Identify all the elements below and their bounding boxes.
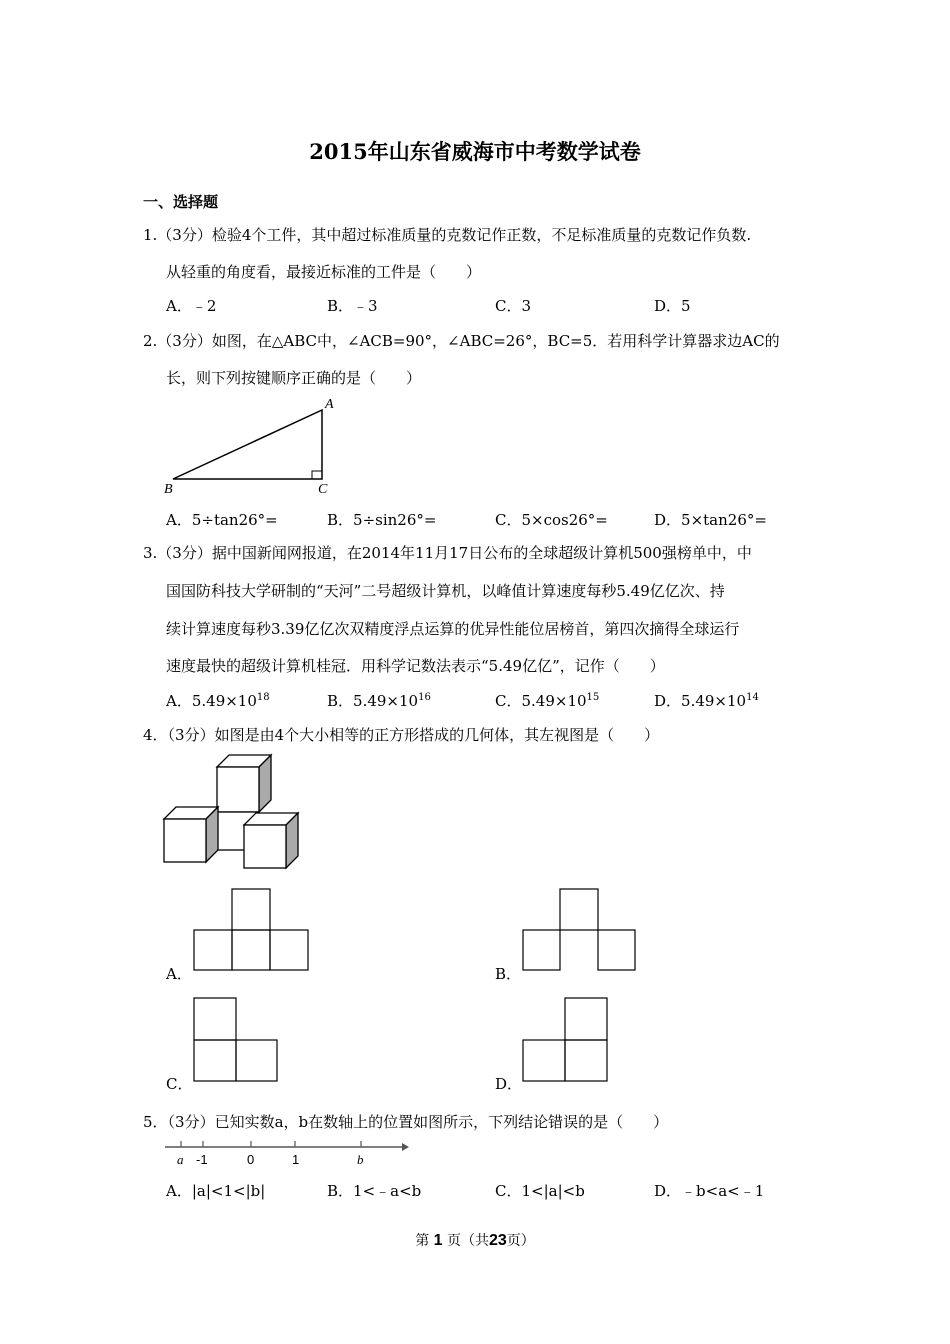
cube-solid-figure <box>160 752 310 872</box>
q4-option-a-figure <box>192 888 310 972</box>
q2-line2: 长，则下列按键顺序正确的是（ ） <box>166 369 422 387</box>
q3-option-d: D．$5.49\times 10^{14}$ <box>654 692 759 710</box>
q2-option-d: D．5×tan26°= <box>654 511 767 529</box>
q4-line1: 4．（3分）如图是由4个大小相等的正方形搭成的几何体，其左视图是（ ） <box>143 726 660 744</box>
q3-line3: 续计算速度每秒3.39亿亿次双精度浮点运算的优异性能位居榜首，第四次摘得全球运行 <box>166 620 740 638</box>
page-title: 2015年山东省威海市中考数学试卷 <box>309 139 641 164</box>
triangle-figure <box>160 392 340 502</box>
vertex-a-label: A <box>325 397 334 412</box>
footer-prefix: 第 <box>415 1233 430 1249</box>
q4-option-d-figure <box>521 997 611 1083</box>
q4-option-a: A． <box>166 965 192 983</box>
q4-option-c-figure <box>192 997 282 1083</box>
q1-line1: 1.（3分）检验4个工件，其中超过标准质量的克数记作正数，不足标准质量的克数记作负数. <box>143 226 752 244</box>
footer-total-pages: 23 <box>489 1232 507 1249</box>
vertex-b-label: B <box>164 482 173 497</box>
q5-option-a: A．|a|<1<|b| <box>166 1182 266 1200</box>
axis-label-a: a <box>177 1152 184 1167</box>
q1-option-d: D．5 <box>654 297 691 315</box>
footer-suffix: 页） <box>506 1233 535 1249</box>
q2-option-c: C．5×cos26°= <box>495 511 608 529</box>
axis-label-neg1: -1 <box>196 1152 208 1167</box>
q1-option-b: B．﹣3 <box>327 297 378 315</box>
q2-line1: 2.（3分）如图，在△ABC中，∠ACB=90°，∠ABC=26°，BC=5．若用科学计算器求边AC的 <box>143 332 780 350</box>
q3-line2: 国国防科技大学研制的“天河”二号超级计算机，以峰值计算速度每秒5.49亿亿次、持 <box>166 582 725 600</box>
q5-option-d: D．﹣b<a<﹣1 <box>654 1182 765 1200</box>
footer-page-number: 1 <box>433 1232 443 1249</box>
axis-label-1: 1 <box>292 1152 300 1167</box>
axis-label-0: 0 <box>247 1152 255 1167</box>
q5-option-b: B．1<﹣a<b <box>327 1182 422 1200</box>
q1-option-c: C．3 <box>495 297 532 315</box>
q3-option-c: C．$5.49\times 10^{15}$ <box>495 692 600 710</box>
number-line-figure <box>162 1138 412 1170</box>
axis-label-b: b <box>357 1152 364 1167</box>
q2-option-a: A．5÷tan26°= <box>166 511 278 529</box>
q1-option-a: A．﹣2 <box>166 297 217 315</box>
page-footer <box>0 1230 950 1250</box>
triangle-abc <box>173 410 322 479</box>
vertex-c-label: C <box>318 482 328 497</box>
q2-option-b: B．5÷sin26°= <box>327 511 437 529</box>
q5-line1: 5．（3分）已知实数a，b在数轴上的位置如图所示，下列结论错误的是（ ） <box>143 1113 669 1131</box>
q1-line2: 从轻重的角度看，最接近标准的工件是（ ） <box>166 263 482 281</box>
q5-option-c: C．1<|a|<b <box>495 1182 585 1200</box>
q3-option-a: A．$5.49\times 10^{18}$ <box>166 692 270 710</box>
q3-option-b: B．$5.49\times 10^{16}$ <box>327 692 431 710</box>
q4-option-b-figure <box>521 888 639 972</box>
section-heading: 一、选择题 <box>143 193 219 211</box>
q3-line1: 3.（3分）据中国新闻网报道，在2014年11月17日公布的全球超级计算机500强榜单中，中 <box>143 544 752 562</box>
right-angle-mark <box>312 471 322 479</box>
q3-line4: 速度最快的超级计算机桂冠．用科学记数法表示“5.49亿亿”，记作（ ） <box>166 657 665 675</box>
q4-option-b: B． <box>495 965 522 983</box>
q4-option-d: D． <box>495 1075 523 1093</box>
q4-option-c: C． <box>166 1075 193 1093</box>
footer-middle: 页（共 <box>447 1233 489 1249</box>
